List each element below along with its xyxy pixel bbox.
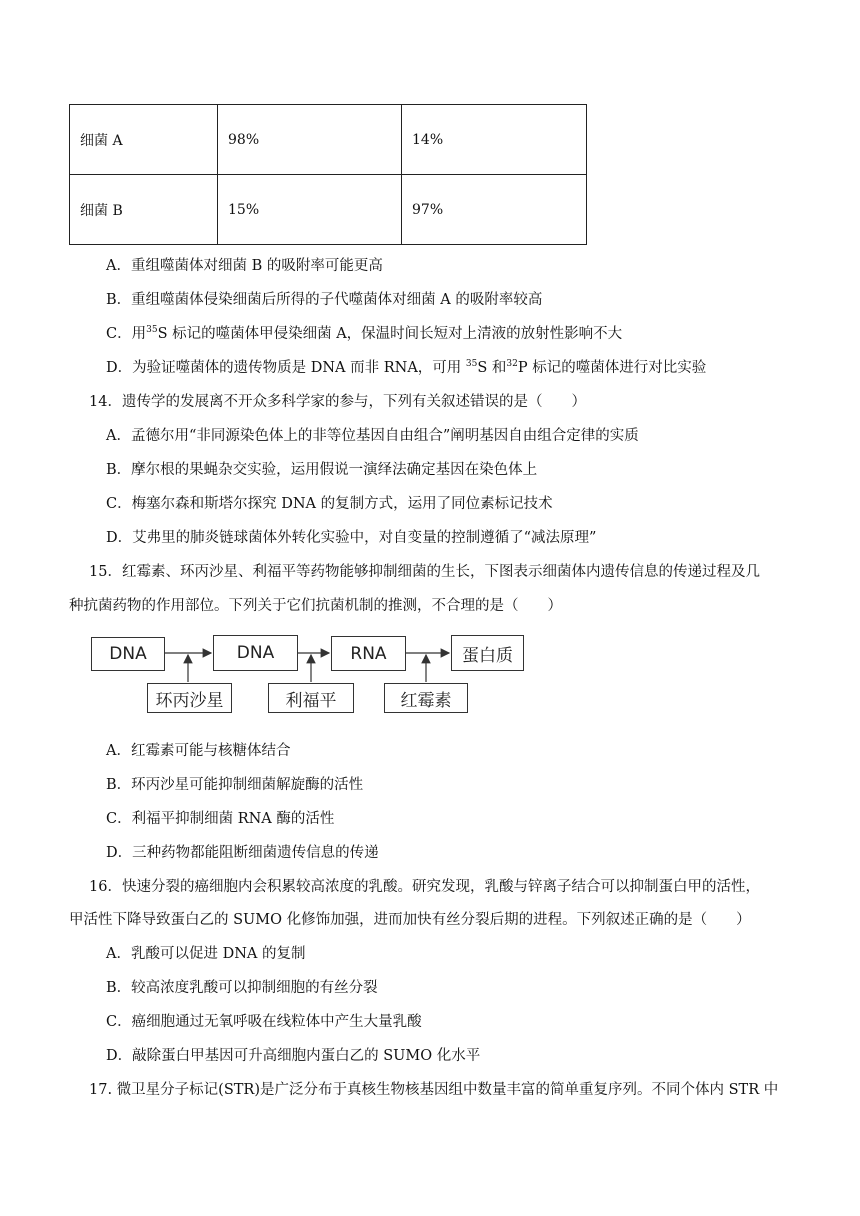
q15-option-c: C．利福平抑制细菌 RNA 酶的活性 [106,811,335,827]
q13-option-d-pre: D．为验证噬菌体的遗传物质是 DNA 而非 RNA，可用 [106,360,466,376]
isotope-superscript: 35 [146,325,158,336]
table-cell: 98% [218,105,402,175]
q15-option-d: D．三种药物都能阻断细菌遗传信息的传递 [106,845,379,861]
q16-stem-line2: 甲活性下降导致蛋白乙的 SUMO 化修饰加强，进而加快有丝分裂后期的进程。下列叙述正确的是（ ） [69,912,751,928]
q15-stem-line1: 15．红霉素、环丙沙星、利福平等药物能够抑制细菌的生长，下图表示细菌体内遗传信息的传递过程及几 [89,564,760,580]
table-cell-label: 细菌 A [70,105,218,175]
q14-stem: 14．遗传学的发展离不开众多科学家的参与，下列有关叙述错误的是（ ） [89,394,586,410]
isotope-superscript: 32 [506,359,518,370]
q13-option-a: A．重组噬菌体对细菌 B 的吸附率可能更高 [106,258,383,274]
node-dna-2: DNA [213,635,298,671]
drug-rifampicin: 利福平 [268,683,354,713]
isotope-superscript: 35 [465,359,478,370]
q15-option-a: A．红霉素可能与核糖体结合 [106,743,291,759]
q15-stem-line2: 种抗菌药物的作用部位。下列关于它们抗菌机制的推测，不合理的是（ ） [69,598,562,614]
node-protein: 蛋白质 [451,635,524,671]
q13-option-d-post: P 标记的噬菌体进行对比实验 [517,360,707,376]
q16-option-b: B．较高浓度乳酸可以抑制细胞的有丝分裂 [106,980,378,996]
node-rna: RNA [331,636,406,671]
table-cell-label: 细菌 B [70,175,218,245]
q14-option-a: A．孟德尔用“非同源染色体上的非等位基因自由组合”阐明基因自由组合定律的实质 [106,428,639,444]
node-dna-1: DNA [91,637,165,671]
q16-option-d: D．敲除蛋白甲基因可升高细胞内蛋白乙的 SUMO 化水平 [106,1048,481,1064]
q16-stem-line1: 16．快速分裂的癌细胞内会积累较高浓度的乳酸。研究发现，乳酸与锌离子结合可以抑制蛋白甲的活性， [89,879,760,895]
q16-option-c: C．癌细胞通过无氧呼吸在线粒体中产生大量乳酸 [106,1014,422,1030]
q13-option-d-mid: S 和 [477,360,507,376]
q13-option-c-post: S 标记的噬菌体甲侵染细菌 A，保温时间长短对上清液的放射性影响不大 [157,326,623,342]
q13-option-c-pre: C．用 [106,326,147,342]
table-cell: 15% [218,175,402,245]
drug-erythromycin: 红霉素 [384,683,468,713]
q13-option-b: B．重组噬菌体侵染细菌后所得的子代噬菌体对细菌 A 的吸附率较高 [106,292,543,308]
table-cell: 97% [402,175,587,245]
table-cell: 14% [402,105,587,175]
drug-ciprofloxacin: 环丙沙星 [147,683,232,713]
q14-option-d: D．艾弗里的肺炎链球菌体外转化实验中，对自变量的控制遵循了“减法原理” [106,530,597,546]
q14-option-b: B．摩尔根的果蝇杂交实验，运用假说一演绎法确定基因在染色体上 [106,462,538,478]
q15-option-b: B．环丙沙星可能抑制细菌解旋酶的活性 [106,777,364,793]
q17-stem-line1: 17. 微卫星分子标记(STR)是广泛分布于真核生物核基因组中数量丰富的简单重复序列。不同个体内 STR 中 [89,1082,779,1098]
q14-option-c: C．梅塞尔森和斯塔尔探究 DNA 的复制方式，运用了同位素标记技术 [106,496,553,512]
q16-option-a: A．乳酸可以促进 DNA 的复制 [106,946,306,962]
